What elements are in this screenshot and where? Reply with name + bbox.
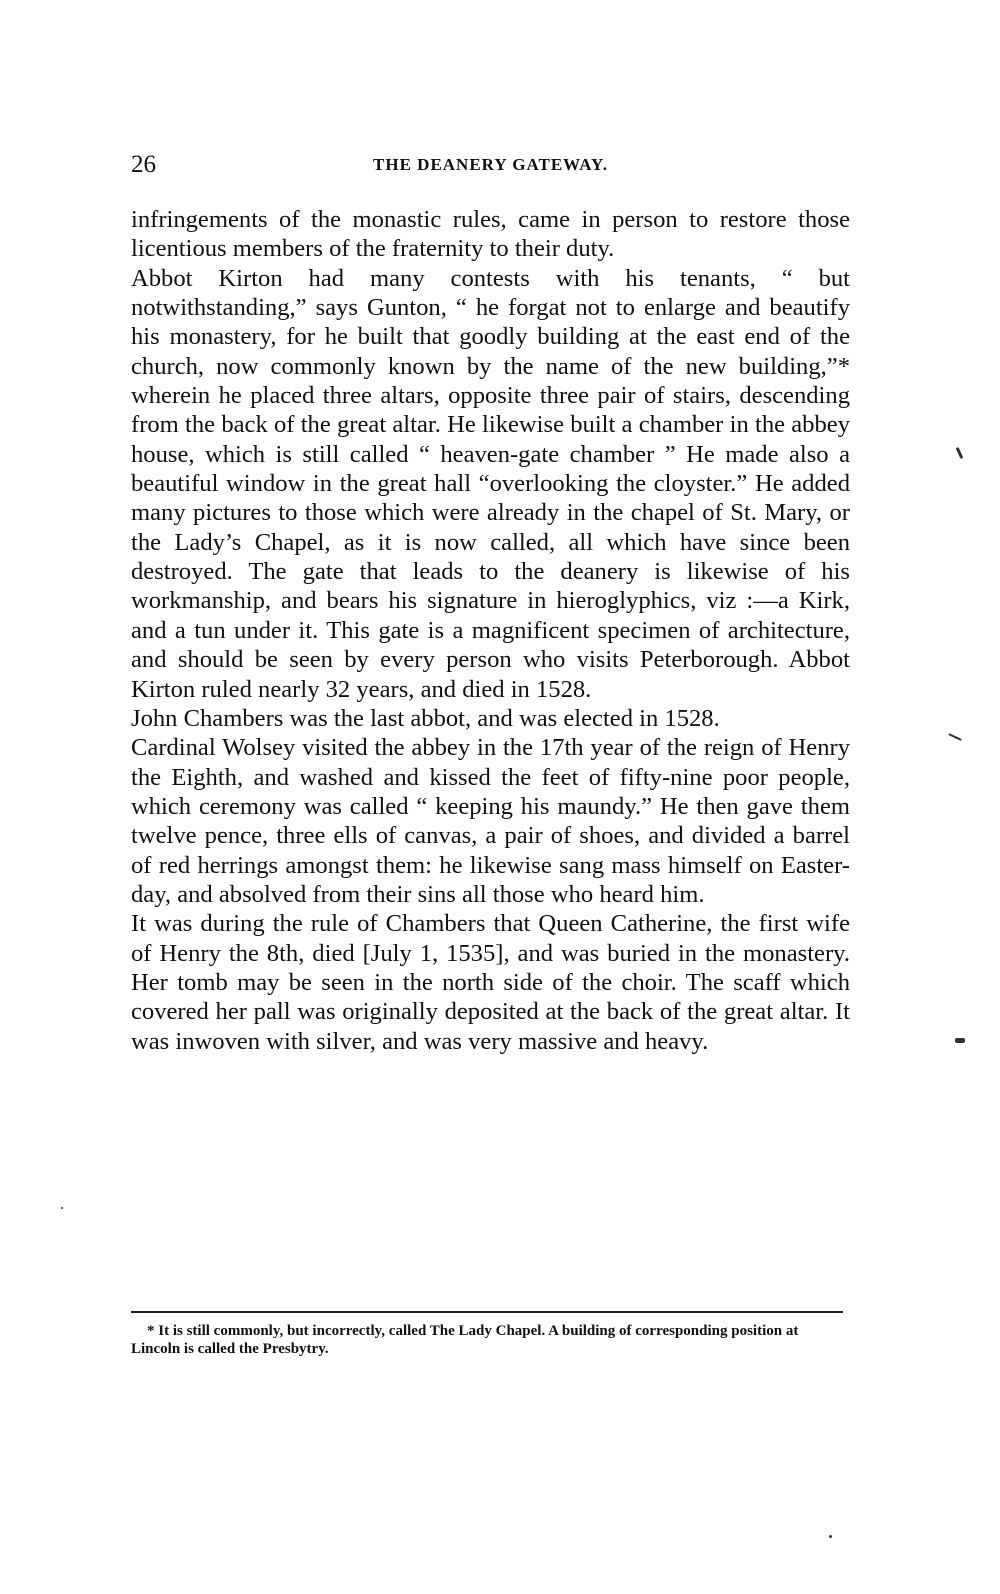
paragraph-2: Abbot Kirton had many contests with his tenants, “ but notwithstanding,” says Gunton, “ he forgat not to enlarge and beautify his monastery, for he built that goodly building at the east end of the church, now commonly known by the name of the new building,”* wherein he placed three altars, opposite three pair of stairs, descending from the back of the great altar. He likewise built a chamber in the abbey house, which is still called “ heaven-gate chamber ” He made also a beautiful window in the great hall “overlooking the cloyster.” He added many pictures to those which were already in the chapel of St. Mary, or the Lady’s Chapel, as it is now called, all which have since been destroyed. The gate that leads to the deanery is likewise of his workmanship, and bears his signature in hieroglyphics, viz :—a Kirk, and a tun under it. This gate is a magnificent specimen of architecture, and should be seen by every person who visits Peterborough. Abbot Kirton ruled nearly 32 years, and died in 1528. bbox=[131, 264, 850, 703]
body-text bbox=[131, 205, 850, 1056]
footnote-divider bbox=[131, 1311, 843, 1313]
paragraph-4: Cardinal Wolsey visited the abbey in the 17th year of the reign of Henry the Eighth, and washed and kissed the feet of fifty-nine poor people, which ceremony was called “ keeping his maundy.” He then gave them twelve pence, three ells of canvas, a pair of shoes, and divided a barrel of red herrings amongst them: he likewise sang mass himself on Easter-day, and absolved from their sins all those who heard him. bbox=[131, 734, 850, 908]
paragraph-1: infringements of the monastic rules, came in person to restore those licentious members of the fraternity to their duty. bbox=[131, 206, 850, 263]
footnote bbox=[131, 1322, 850, 1358]
paragraph-5: It was during the rule of Chambers that Queen Catherine, the first wife of Henry the 8th, died [July 1, 1535], and was buried in the monastery. Her tomb may be seen in the north side of the choir. The scaff which covered her pall was originally deposited at the back of the great altar. It was inwoven with silver, and was very massive and heavy. bbox=[131, 910, 850, 1055]
footnote-text: It is still commonly, but incorrectly, called The Lady Chapel. A building of corresponding position at Lincoln is called the Presbytry. bbox=[131, 1323, 799, 1357]
scan-speck bbox=[61, 1207, 63, 1209]
running-title: THE DEANERY GATEWAY. bbox=[373, 155, 608, 174]
scan-speck bbox=[948, 733, 962, 741]
page-number: 26 bbox=[131, 151, 156, 178]
scan-speck bbox=[956, 447, 964, 459]
scan-speck bbox=[955, 1038, 965, 1043]
paragraph-3: John Chambers was the last abbot, and was elected in 1528. bbox=[131, 704, 720, 732]
footnote-marker: * bbox=[147, 1323, 155, 1339]
scan-speck bbox=[829, 1535, 832, 1538]
page-header bbox=[131, 148, 850, 182]
